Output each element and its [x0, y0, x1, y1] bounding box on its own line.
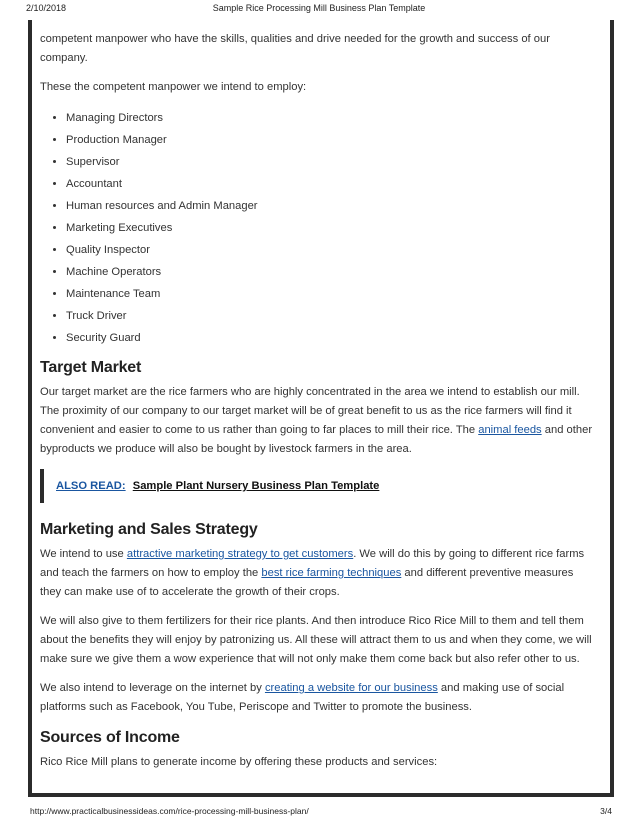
list-item: • Security Guard — [66, 327, 596, 349]
target-market-text-end: and other byproducts we produce will also be bought by livestock farmers in the area. — [40, 424, 593, 455]
also-read-label[interactable]: ALSO READ: — [56, 480, 126, 492]
target-market-heading: Target Market — [40, 359, 142, 376]
list-item: • Supervisor — [66, 151, 596, 173]
website-link[interactable]: creating a website for our business — [264, 682, 438, 694]
also-read-box — [40, 469, 596, 503]
marketing-paragraph-3 — [40, 679, 596, 717]
print-url: http://www.practicalbusinessideas.com/rice-processing-mill-business-plan/ — [30, 806, 309, 816]
marketing-text: and making use of social platforms such as Facebook, You Tube, Periscope and Twitter to promote the business. — [40, 682, 565, 713]
target-market-paragraph — [40, 383, 596, 459]
marketing-paragraph-2: We will also give to them fertilizers for their rice plants. And then introduce Rico Rice Mill to them and tell them about the benefits they will enjoy by patronizing us. All these will attract them to us and when they come, we will make sure we give them a wow experience that will not only make them come back but also refer other to us. — [40, 615, 592, 665]
staff-intro: These the competent manpower we intend to employ: — [40, 81, 307, 93]
staff-list — [40, 107, 596, 349]
list-item: • Human resources and Admin Manager — [66, 195, 596, 217]
article-content — [32, 20, 610, 772]
list-item: • Production Manager — [66, 129, 596, 151]
print-header — [0, 3, 638, 17]
also-read-link[interactable]: Sample Plant Nursery Business Plan Template — [132, 480, 380, 492]
print-title: Sample Rice Processing Mill Business Plan Template — [212, 3, 426, 13]
income-paragraph: Rico Rice Mill plans to generate income by offering these products and services: — [40, 756, 438, 768]
marketing-text: We intend to use — [40, 548, 127, 560]
intro-paragraph: competent manpower who have the skills, qualities and drive needed for the growth and success of our company. — [40, 33, 550, 64]
marketing-text: . We will do this by going to different rice farms and teach the farmers on how to employ the — [40, 548, 585, 579]
target-market-text: Our target market are the rice farmers who are highly concentrated in the area we intend to establish our mill. The proximity of our company to our target market will be of great benefit to us as the rice farmers will find it convenient and easier to come to us rather than going to far places to mill their rice. The — [40, 386, 580, 436]
article-page — [28, 20, 614, 797]
marketing-strategy-link[interactable]: attractive marketing strategy to get customers — [126, 548, 354, 560]
print-footer — [0, 806, 638, 820]
marketing-text: and different preventive measures they can make use of to accelerate the growth of their crops. — [40, 567, 574, 598]
list-item: • Managing Directors — [66, 107, 596, 129]
income-heading: Sources of Income — [40, 729, 180, 746]
marketing-paragraph-1 — [40, 545, 596, 602]
animal-feeds-link[interactable]: animal feeds — [478, 424, 542, 436]
marketing-text: We also intend to leverage on the internet by — [40, 682, 265, 694]
rice-farming-link[interactable]: best rice farming techniques — [261, 567, 402, 579]
list-item: • Machine Operators — [66, 261, 596, 283]
list-item: • Maintenance Team — [66, 283, 596, 305]
page-number: 3/4 — [600, 806, 612, 816]
list-item: • Marketing Executives — [66, 217, 596, 239]
list-item: • Accountant — [66, 173, 596, 195]
marketing-heading: Marketing and Sales Strategy — [40, 521, 258, 538]
list-item: • Truck Driver — [66, 305, 596, 327]
print-date: 2/10/2018 — [26, 3, 67, 13]
list-item: • Quality Inspector — [66, 239, 596, 261]
